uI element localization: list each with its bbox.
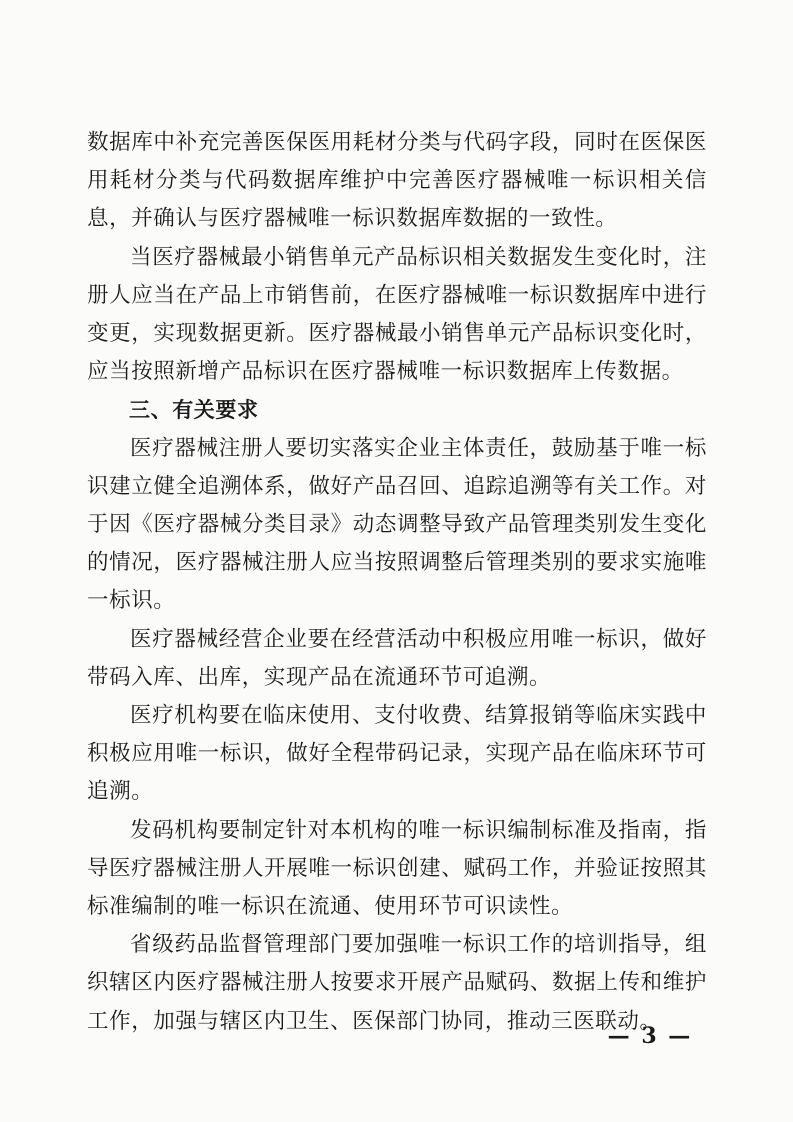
paragraph-distributor-requirements: 医疗器械经营企业要在经营活动中积极应用唯一标识，做好带码入库、出库，实现产品在流通环节可追溯。: [87, 626, 707, 690]
paragraph-continuation: 数据库中补充完善医保医用耗材分类与代码字段，同时在医保医用耗材分类与代码数据库维护中完善医疗器械唯一标识相关信息，并确认与医疗器械唯一标识数据库数据的一致性。: [87, 130, 707, 232]
document-body: [87, 124, 707, 1041]
page-number: — 3 —: [607, 1023, 693, 1049]
paragraph-provincial-regulator-requirements: 省级药品监督管理部门要加强唯一标识工作的培训指导，组织辖区内医疗器械注册人按要求开展产品赋码、数据上传和维护工作，加强与辖区内卫生、医保部门协同，推动三医联动。: [87, 932, 707, 1034]
paragraph-issuing-agency-requirements: 发码机构要制定针对本机构的唯一标识编制标准及指南，指导医疗器械注册人开展唯一标识创建、赋码工作，并验证按照其标准编制的唯一标识在流通、使用环节可识读性。: [87, 817, 707, 920]
section-heading: 三、有关要求: [129, 398, 259, 423]
paragraph-registrant-requirements: 医疗器械注册人要切实落实企业主体责任，鼓励基于唯一标识建立健全追溯体系，做好产品召回、追踪追溯等有关工作。对于因《医疗器械分类目录》动态调整导致产品管理类别发生变化的情况，医疗器械注册人应当按照调整后管理类别的要求实施唯一标识。: [87, 435, 707, 614]
paragraph-product-identifier-change: 当医疗器械最小销售单元产品标识相关数据发生变化时，注册人应当在产品上市销售前，在医疗器械唯一标识数据库中进行变更，实现数据更新。医疗器械最小销售单元产品标识变化时，应当按照新增产品标识在医疗器械唯一标识数据库上传数据。: [87, 244, 707, 385]
paragraph-medical-institution-requirements: 医疗机构要在临床使用、支付收费、结算报销等临床实践中积极应用唯一标识，做好全程带码记录，实现产品在临床环节可追溯。: [87, 703, 707, 805]
